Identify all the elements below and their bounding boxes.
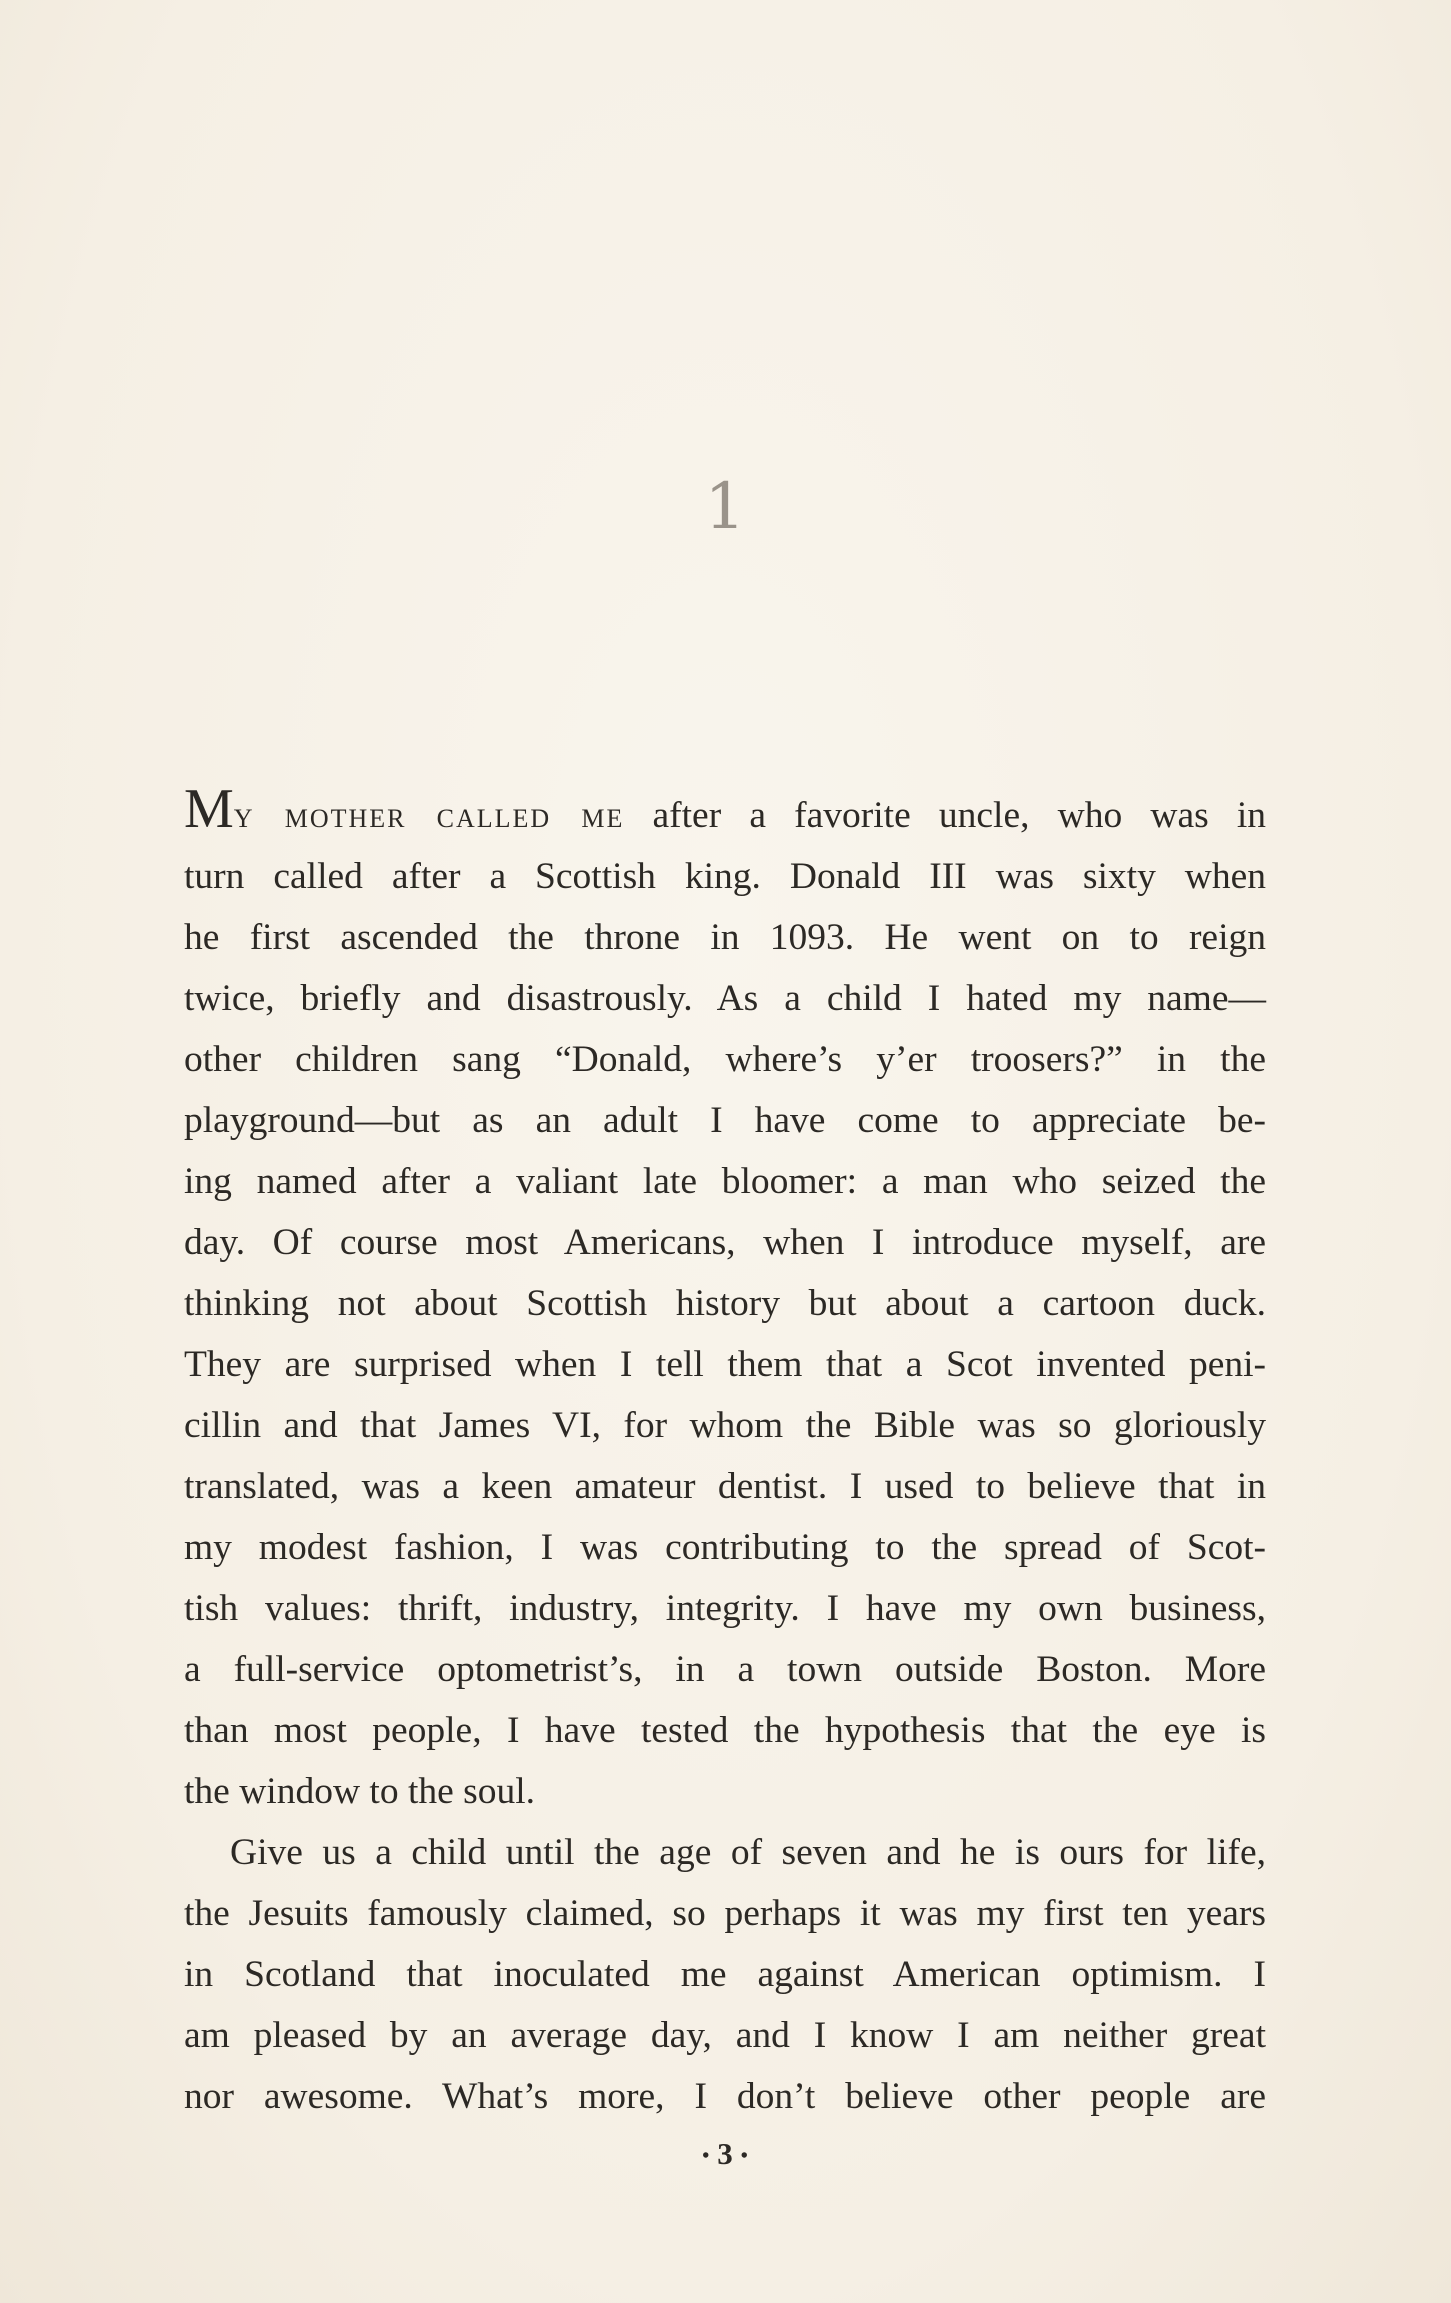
paragraph-line: am pleased by an average day, and I know I am neither great [184,2015,1266,2056]
paragraph-line: cillin and that James VI, for whom the Bible was so gloriously [184,1405,1266,1446]
paragraph-line: other children sang “Donald, where’s y’er troosers?” in the [184,1039,1266,1080]
paragraph-line: a full-service optometrist’s, in a town outside Boston. More [184,1649,1266,1690]
opening-small-caps: y mother called me [233,795,625,836]
paragraph-line: translated, was a keen amateur dentist. I used to believe that in [184,1466,1266,1507]
paragraph-line: nor awesome. What’s more, I don’t believe other people are [184,2076,1266,2117]
paragraph-line: playground—but as an adult I have come to appreciate be- [184,1100,1266,1141]
chapter-number: 1 [704,470,746,544]
paragraph-line: he first ascended the throne in 1093. He went on to reign [184,917,1266,958]
bullet-dot-icon: • [702,2145,710,2168]
paragraph-line: thinking not about Scottish history but about a cartoon duck. [184,1283,1266,1324]
paragraph-line: in Scotland that inoculated me against American optimism. I [184,1954,1266,1995]
page-number-value: 3 [717,2136,733,2171]
body-text [184,778,1267,2127]
paragraph-line [184,778,1267,846]
paragraph-line: twice, briefly and disastrously. As a child I hated my name— [184,978,1266,1019]
paragraph-line: Give us a child until the age of seven and he is ours for life, [230,1832,1266,1873]
paragraph-line: my modest fashion, I was contributing to the spread of Scot- [184,1527,1266,1568]
paragraph-line: the window to the soul. [184,1771,536,1812]
paragraph-line: They are surprised when I tell them that a Scot invented peni- [184,1344,1266,1385]
paragraph-line: day. Of course most Americans, when I introduce myself, are [184,1222,1266,1263]
page-number [660,2136,790,2172]
paragraph-line: than most people, I have tested the hypothesis that the eye is [184,1710,1266,1751]
paragraph-line: ing named after a valiant late bloomer: a man who seized the [184,1161,1266,1202]
drop-cap: M [184,778,234,840]
paragraph-line: turn called after a Scottish king. Donald III was sixty when [184,856,1266,897]
line-text: after a favorite uncle, who was in [624,795,1267,836]
paragraph-line: tish values: thrift, industry, integrity. I have my own business, [184,1588,1266,1629]
bullet-dot-icon: • [740,2145,748,2168]
paragraph-line: the Jesuits famously claimed, so perhaps it was my first ten years [184,1893,1266,1934]
